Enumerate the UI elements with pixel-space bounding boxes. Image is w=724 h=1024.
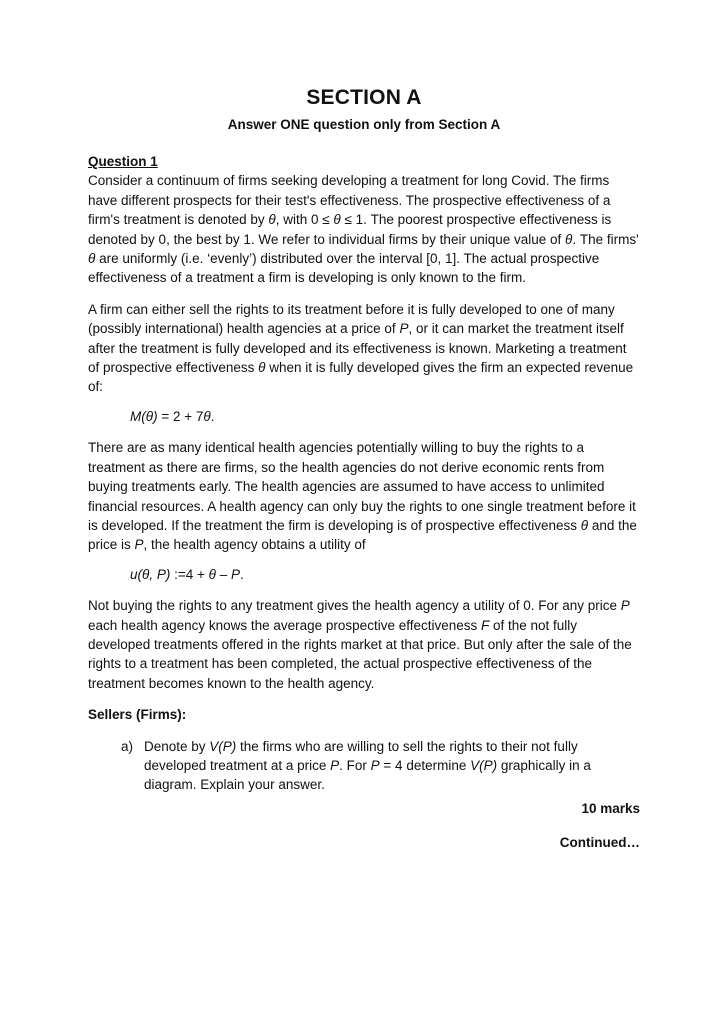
section-instruction: Answer ONE question only from Section A — [227, 117, 501, 132]
exam-page — [88, 84, 640, 853]
part-a-text: Denote by V(P) the firms who are willing to sell the rights to their not fully developed treatment at a price P. For P = 4 determine V(P) graphically in a diagram. Explain your answer. — [144, 738, 591, 793]
part-a — [121, 737, 640, 795]
question-heading: Question 1 — [88, 154, 158, 169]
continued-label: Continued… — [559, 835, 640, 851]
part-a-label: a) — [121, 738, 134, 754]
paragraph-intro: Consider a continuum of firms seeking developing a treatment for long Covid. The firms have different prospects for their test's effectiveness. The prospective effectiveness of a firm's treatment is denoted by θ, with 0 ≤ θ ≤ 1. The poorest prospective effectiveness is denoted by 0, the best by 1. We refer to individual firms by their unique value of θ. The firms' θ are uniformly (i.e. ‘evenly’) distributed over the interval [0, 1]. The actual prospective effectiveness of a treatment a firm is developing is only known to the firm. — [88, 173, 639, 286]
paragraph-market: A firm can either sell the rights to its treatment before it is fully developed to one of many (possibly international) health agencies at a price of P, or it can market the treatment itself after the treatment is fully developed and its effectiveness is known. Marketing a treatment of prospective effectiveness θ when it is fully developed gives the firm an expected revenue of: — [88, 301, 634, 395]
equation-revenue: M(θ) = 2 + 7θ. — [130, 408, 215, 424]
paragraph-information: Not buying the rights to any treatment gives the health agency a utility of 0. For any price P each health agency knows the average prospective effectiveness F of the not fully developed treatments offered in the rights market at that price. But only after the sale of the rights to a treatment has been completed, the actual prospective effectiveness of the treatment becomes known to the health agency. — [88, 598, 632, 691]
part-a-marks: 10 marks — [581, 800, 640, 816]
equation-utility: u(θ, P) :=4 + θ – P. — [130, 566, 244, 582]
paragraph-agencies: There are as many identical health agencies potentially willing to buy the rights to a treatment as there are firms, so the health agencies do not derive economic rents from buying treatments early. The health agencies are assumed to have access to unlimited financial resources. A health agency can only buy the rights to one single treatment before it is developed. If the treatment the firm is developing is of prospective effectiveness θ and the price is P, the health agency obtains a utility of — [88, 440, 637, 553]
sellers-heading: Sellers (Firms): — [88, 707, 187, 723]
section-title: SECTION A — [306, 86, 422, 109]
